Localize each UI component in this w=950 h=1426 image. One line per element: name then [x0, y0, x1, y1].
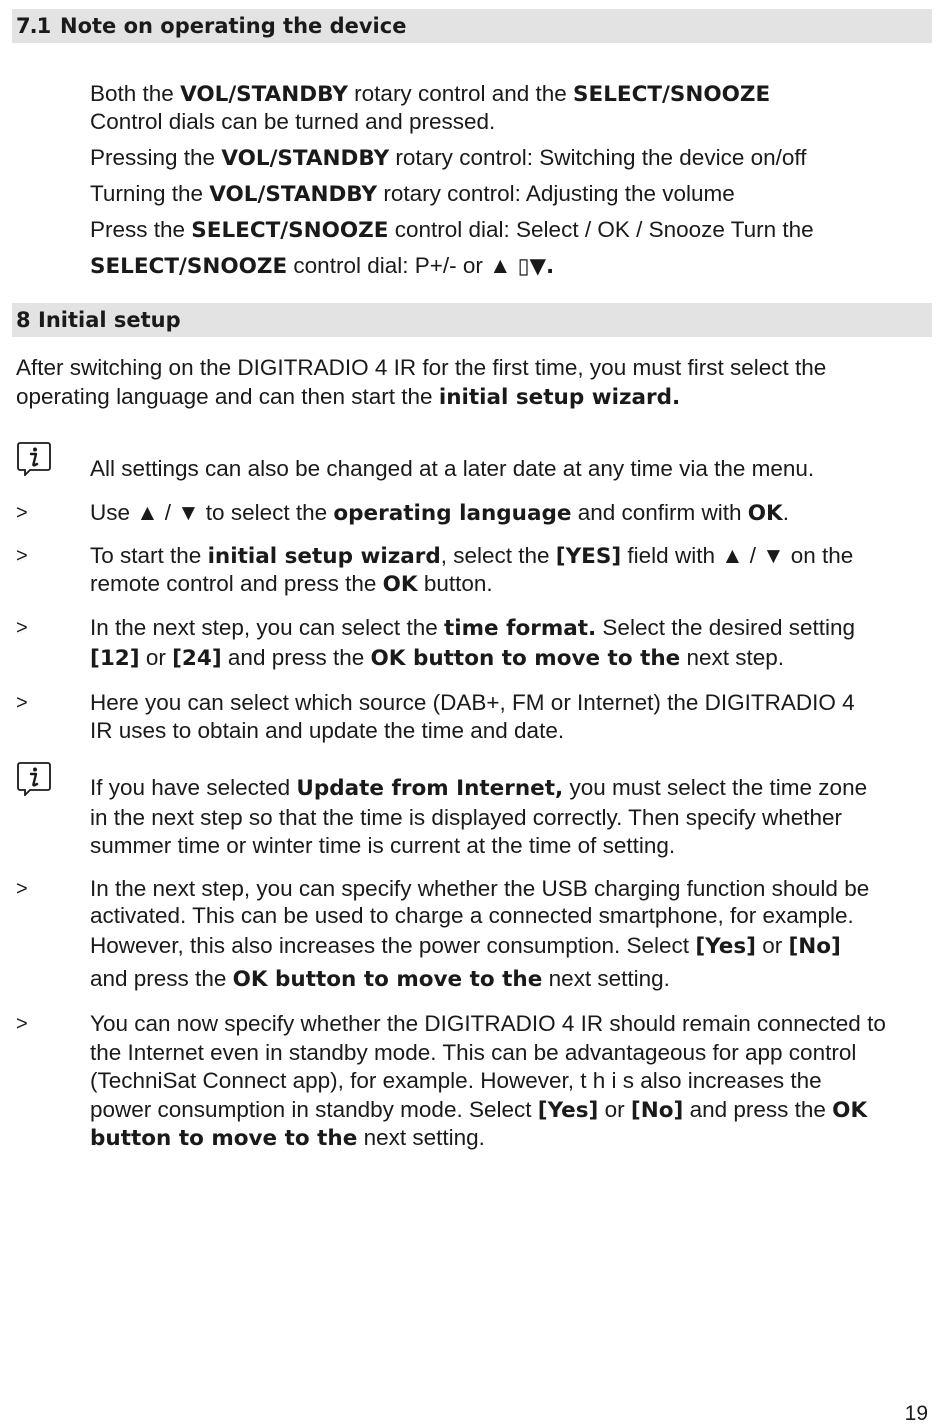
paragraph-line — [90, 108, 495, 136]
bold-term: OK — [382, 572, 418, 597]
bullet-marker: > — [16, 692, 28, 714]
text-run: the Internet even in standby mode. This can be advantageous for app control — [90, 1040, 857, 1065]
bold-term: OK button to move to the — [370, 646, 681, 671]
step-line — [90, 644, 784, 673]
bold-term: SELECT/SNOOZE — [90, 254, 288, 279]
text-run: Control dials can be turned and pressed. — [90, 109, 496, 134]
text-run: rotary control and the — [347, 81, 574, 106]
info-text-line — [90, 774, 867, 803]
text-run: , select the — [440, 543, 556, 568]
text-run: you must select the time zone — [563, 775, 868, 800]
text-run: You can now specify whether the DIGITRADIO 4 IR should remain connected to — [90, 1011, 886, 1036]
bullet-marker: > — [16, 502, 28, 524]
text-run: However, this also increases the power consumption. Select — [90, 933, 696, 958]
text-run: In the next step, you can specify whether the USB charging function should be — [90, 876, 870, 901]
text-run: or — [755, 933, 789, 958]
bold-term: SELECT/SNOOZE — [573, 82, 771, 107]
step-line — [90, 499, 789, 528]
bold-term: [Yes] — [695, 934, 756, 959]
step-line — [90, 1124, 485, 1153]
bold-term: [Yes] — [537, 1098, 599, 1123]
section-title: Note on operating the device — [60, 14, 407, 38]
text-run: summer time or winter time is current at the time of setting. — [90, 833, 676, 858]
text-run: To start the — [90, 543, 208, 568]
bold-term: OK — [832, 1098, 868, 1123]
text-run: (TechniSat Connect app), for example. However, t h i s also increases the — [90, 1068, 822, 1093]
text-run: and press the — [90, 966, 233, 991]
step-line — [90, 542, 853, 571]
bold-term: SELECT/SNOOZE — [191, 218, 389, 243]
bold-term: OK button to move to the — [232, 967, 543, 992]
step-line — [90, 1096, 867, 1125]
text-run: After switching on the DIGITRADIO 4 IR for the first time, you must first select the — [16, 355, 827, 380]
text-run: next setting. — [357, 1125, 485, 1150]
intro-line — [16, 383, 680, 412]
intro-line — [16, 354, 826, 382]
bullet-marker: > — [16, 878, 28, 900]
text-run: All settings can also be changed at a later date at any time via the menu. — [90, 456, 815, 481]
text-run: control dial: P+/- or ▲ — [287, 253, 518, 278]
text-run: . — [782, 500, 789, 525]
text-run: and press the — [221, 645, 371, 670]
step-line — [90, 902, 854, 930]
text-run: field with ▲ / ▼ on the — [621, 543, 854, 568]
paragraph-line — [90, 80, 770, 109]
bold-term: initial setup wizard. — [438, 385, 681, 410]
text-run: Turning the — [90, 181, 210, 206]
paragraph-line — [90, 216, 814, 245]
text-run: button. — [417, 571, 493, 596]
paragraph-line — [90, 144, 806, 173]
text-run: Press the — [90, 217, 192, 242]
bold-term: VOL/STANDBY — [209, 182, 378, 207]
bold-term: [No] — [788, 934, 841, 959]
text-run: Both the — [90, 81, 181, 106]
section-header-8 — [12, 303, 932, 337]
text-run: IR uses to obtain and update the time and date. — [90, 718, 565, 743]
step-line — [90, 875, 869, 903]
section-number: 8 — [16, 308, 30, 332]
text-run: in the next step so that the time is displayed correctly. Then specify whether — [90, 805, 843, 830]
text-run: Pressing the — [90, 145, 222, 170]
bold-term: [YES] — [555, 544, 622, 569]
text-run: and confirm with — [571, 500, 748, 525]
text-run: control dial: Select / OK / Snooze Turn the — [388, 217, 814, 242]
step-line — [90, 614, 855, 643]
step-line — [90, 965, 670, 994]
info-icon — [16, 760, 52, 796]
step-line — [90, 932, 841, 961]
section-header-7-1 — [12, 9, 932, 43]
bold-term: VOL/STANDBY — [221, 146, 390, 171]
section-number: 7.1 — [16, 14, 51, 38]
paragraph-line — [90, 180, 735, 209]
text-run: power consumption in standby mode. Select — [90, 1097, 538, 1122]
text-run: remote control and press the — [90, 571, 383, 596]
bold-term: [12] — [90, 646, 140, 671]
text-run: activated. This can be used to charge a connected smartphone, for example. — [90, 903, 854, 928]
text-run: or — [139, 645, 173, 670]
step-line — [90, 689, 855, 717]
text-run: Use ▲ / ▼ to select the — [90, 500, 334, 525]
bold-term: initial setup wizard — [207, 544, 441, 569]
step-line — [90, 1010, 886, 1038]
text-run: If you have selected — [90, 775, 297, 800]
bold-term: ▯▼. — [517, 254, 555, 279]
bold-term: button to move to the — [90, 1126, 358, 1151]
bold-term: VOL/STANDBY — [180, 82, 348, 107]
section-title: Initial setup — [38, 308, 181, 332]
text-run: rotary control: Switching the device on/off — [389, 145, 807, 170]
bold-term: Update from Internet, — [296, 776, 564, 801]
bold-term: time format. — [443, 616, 597, 641]
bold-term: [24] — [172, 646, 222, 671]
info-text-line — [90, 455, 814, 483]
step-line — [90, 1039, 856, 1067]
bold-term: OK — [747, 501, 783, 526]
bold-term: operating language — [333, 501, 572, 526]
step-line — [90, 717, 564, 745]
text-run: or — [598, 1097, 631, 1122]
bullet-marker: > — [16, 617, 28, 639]
info-text-line — [90, 832, 675, 860]
text-run: In the next step, you can select the — [90, 615, 444, 640]
page-number: 19 — [904, 1402, 928, 1425]
bold-term: [No] — [630, 1098, 684, 1123]
text-run: and press the — [683, 1097, 833, 1122]
bullet-marker: > — [16, 1013, 28, 1035]
paragraph-line — [90, 252, 554, 281]
info-text-line — [90, 804, 842, 832]
text-run: next step. — [680, 645, 785, 670]
bullet-marker: > — [16, 545, 28, 567]
info-icon — [16, 440, 52, 476]
text-run: next setting. — [542, 966, 670, 991]
text-run: operating language and can then start the — [16, 384, 439, 409]
text-run: Here you can select which source (DAB+, FM or Internet) the DIGITRADIO 4 — [90, 690, 855, 715]
text-run: Select the desired setting — [596, 615, 856, 640]
text-run: rotary control: Adjusting the volume — [377, 181, 735, 206]
step-line — [90, 570, 493, 599]
step-line — [90, 1067, 822, 1095]
